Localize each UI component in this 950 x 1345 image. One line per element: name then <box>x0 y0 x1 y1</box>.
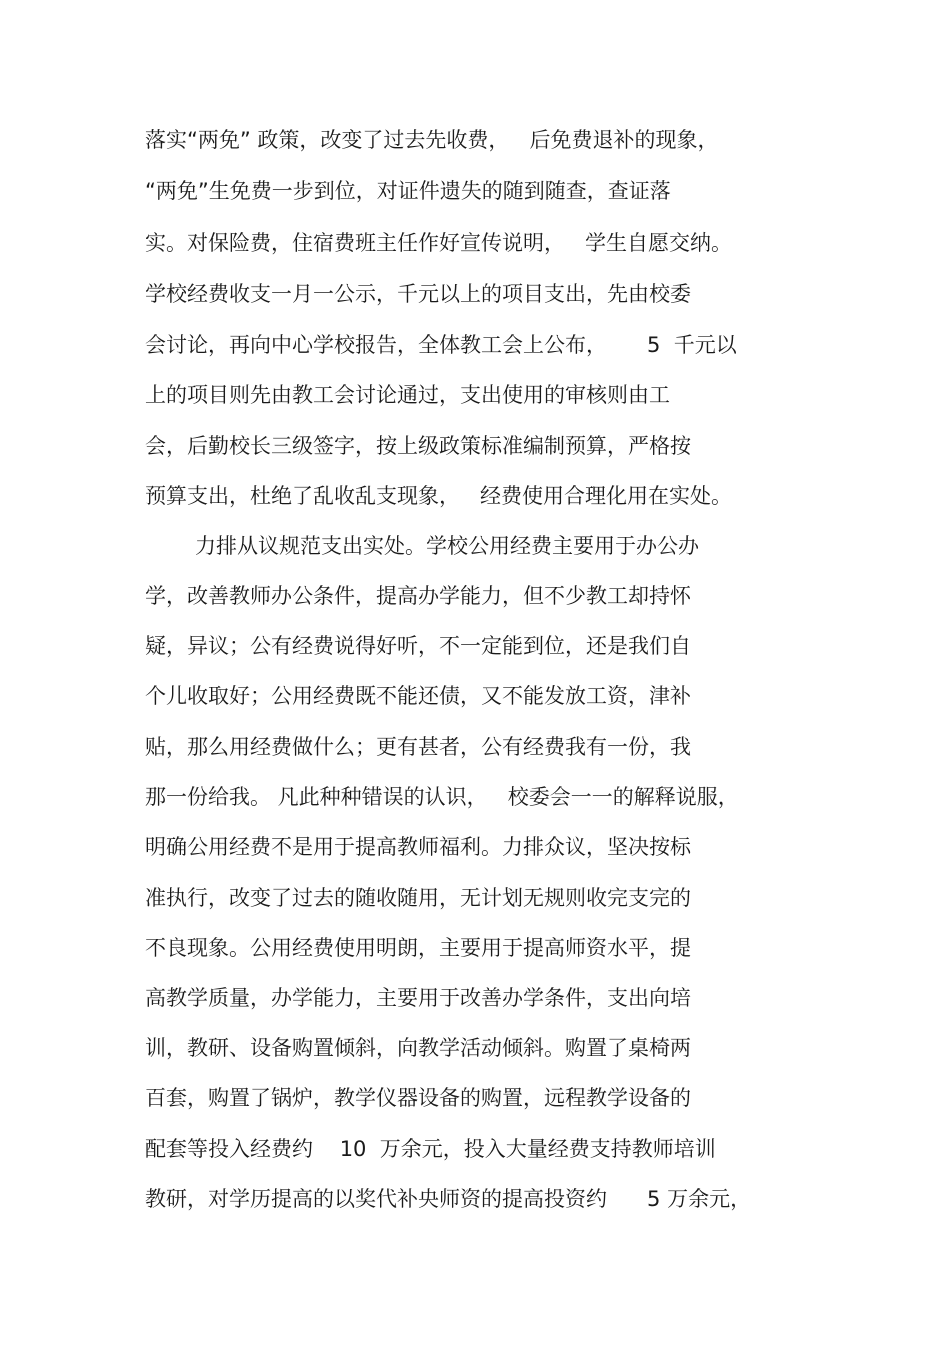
text-line: 教研，对学历提高的以奖代补央师资的提高投资约 5 万余元， <box>145 1187 752 1211</box>
text-line: 不良现象。公用经费使用明朗，主要用于提高师资水平，提 <box>145 936 691 960</box>
text-line: 那一份给我。 凡此种种错误的认识， 校委会一一的解释说服， <box>145 785 739 809</box>
text-line: 会，后勤校长三级签字，按上级政策标准编制预算，严格按 <box>145 434 691 458</box>
text-line: 预算支出，杜绝了乱收乱支现象， 经费使用合理化用在实处。 <box>145 484 733 508</box>
text-line: “两免”生免费一步到位，对证件遗失的随到随查，查证落 <box>145 179 671 203</box>
text-line: 明确公用经费不是用于提高教师福利。力排众议，坚决按标 <box>145 835 691 859</box>
text-line: 训，教研、设备购置倾斜，向教学活动倾斜。购置了桌椅两 <box>145 1036 691 1060</box>
paragraph-first-line: 力排从议规范支出实处。学校公用经费主要用于办公办 <box>195 534 699 558</box>
text-line: 配套等投入经费约 10 万余元，投入大量经费支持教师培训 <box>145 1137 716 1161</box>
text-line: 实。对保险费，住宿费班主任作好宣传说明， 学生自愿交纳。 <box>145 231 733 255</box>
text-line: 个儿收取好；公用经费既不能还债，又不能发放工资，津补 <box>145 684 691 708</box>
text-line: 学，改善教师办公条件，提高办学能力，但不少教工却持怀 <box>145 584 691 608</box>
text-line: 高教学质量，办学能力，主要用于改善办学条件，支出向培 <box>145 986 691 1010</box>
text-line: 疑，异议；公有经费说得好听，不一定能到位，还是我们自 <box>145 634 691 658</box>
text-line: 学校经费收支一月一公示，千元以上的项目支出，先由校委 <box>145 282 691 306</box>
text-line: 准执行，改变了过去的随收随用，无计划无规则收完支完的 <box>145 886 691 910</box>
text-line: 贴，那么用经费做什么；更有甚者，公有经费我有一份，我 <box>145 735 691 759</box>
text-line: 百套，购置了锅炉，教学仪器设备的购置，远程教学设备的 <box>145 1086 691 1110</box>
text-line: 会讨论，再向中心学校报告，全体教工会上公布， 5 千元以 <box>145 333 737 357</box>
text-line: 上的项目则先由教工会讨论通过，支出使用的审核则由工 <box>145 383 670 407</box>
text-line: 落实“两免” 政策，改变了过去先收费， 后免费退补的现象， <box>145 128 719 152</box>
